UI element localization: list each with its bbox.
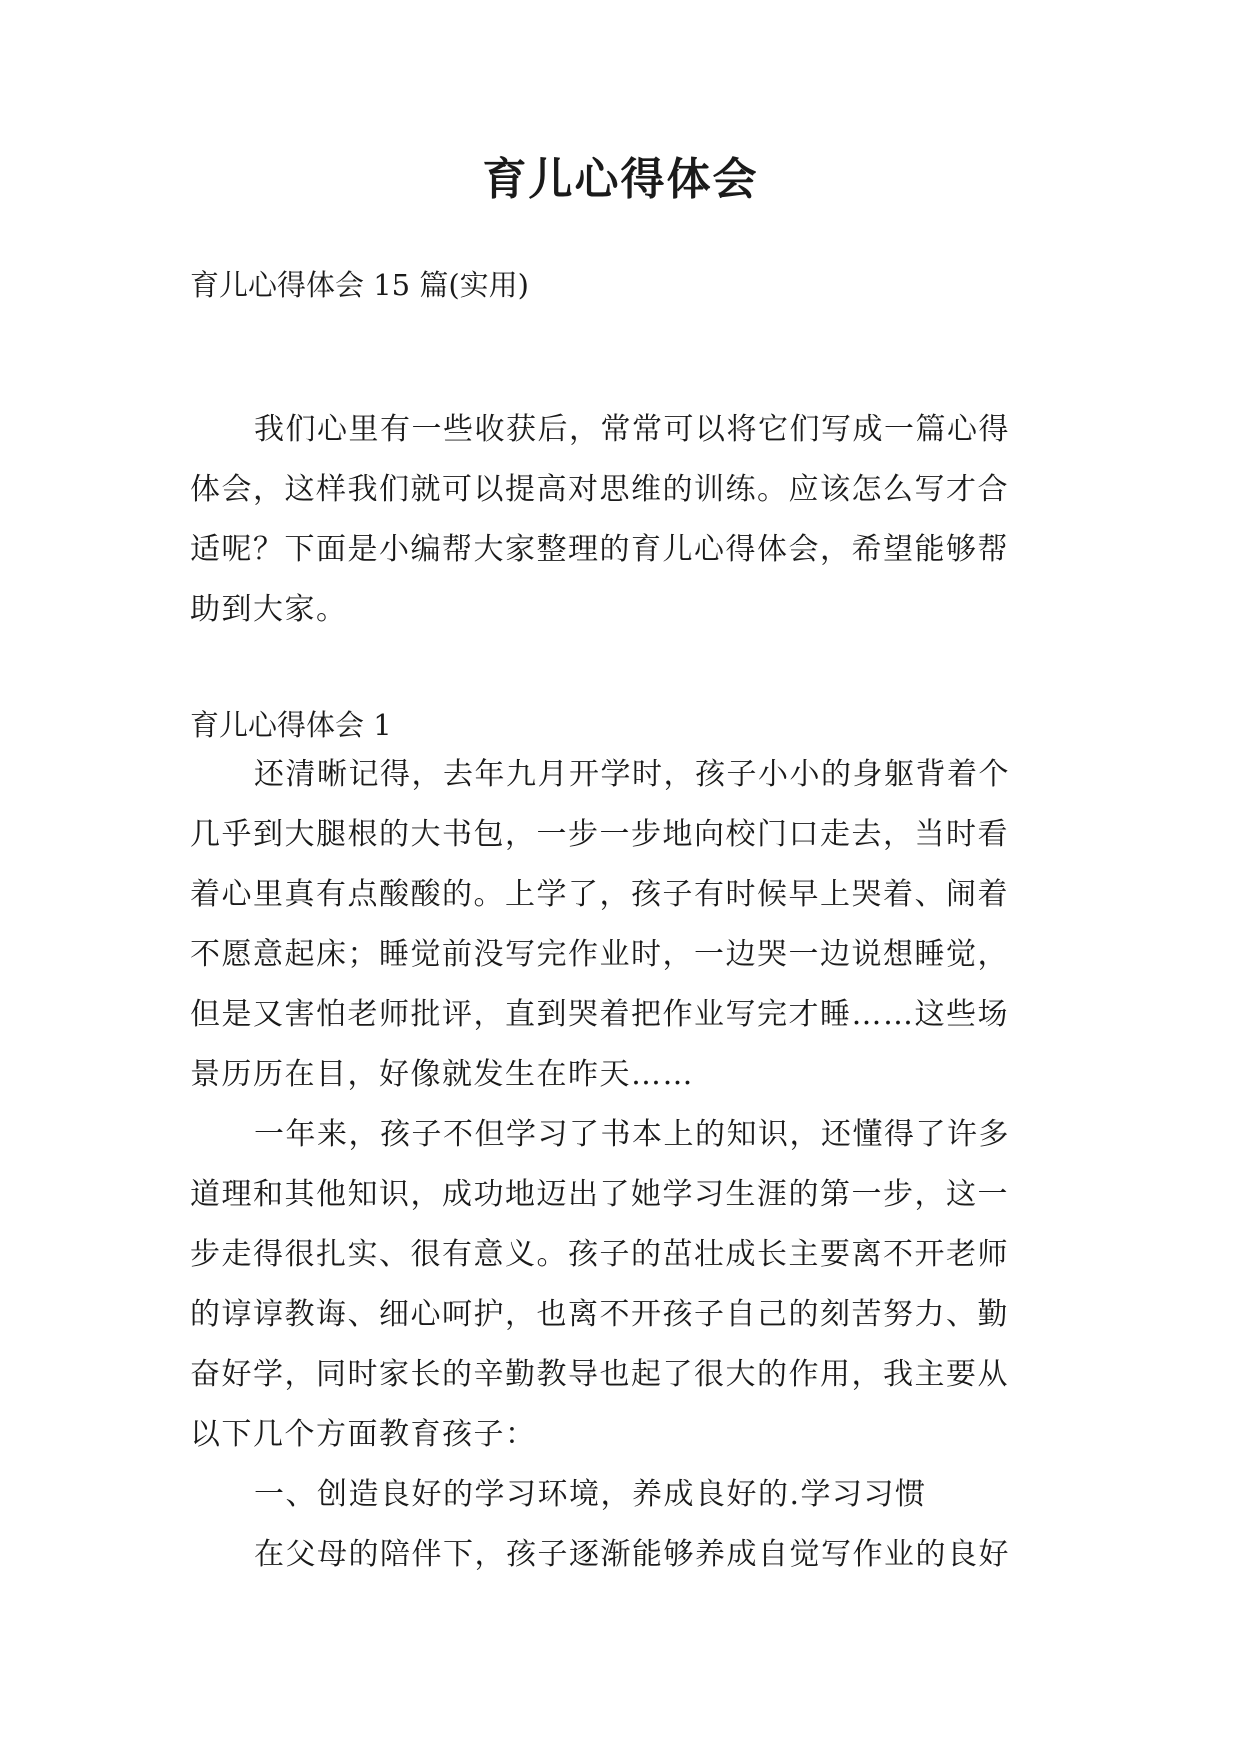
paragraph-line: 不愿意起床；睡觉前没写完作业时，一边哭一边说想睡觉，: [190, 937, 1009, 972]
document-title: 育儿心得体会: [482, 154, 759, 205]
paragraph-line: 景历历在目，好像就发生在昨天……: [190, 1057, 694, 1092]
paragraph-line: 道理和其他知识，成功地迈出了她学习生涯的第一步，这一: [190, 1177, 1009, 1212]
section-heading: 育儿心得体会 1: [190, 708, 392, 742]
paragraph-line: 但是又害怕老师批评，直到哭着把作业写完才睡……这些场: [190, 997, 1009, 1032]
paragraph-line: 步走得很扎实、很有意义。孩子的茁壮成长主要离不开老师: [190, 1237, 1009, 1272]
paragraph-line: 助到大家。: [190, 592, 348, 627]
section-body: [190, 745, 1050, 1585]
paragraph-line: 我们心里有一些收获后，常常可以将它们写成一篇心得: [254, 412, 1010, 447]
paragraph-line: 的谆谆教诲、细心呵护，也离不开孩子自己的刻苦努力、勤: [190, 1297, 1009, 1332]
paragraph-line: 一年来，孩子不但学习了书本上的知识，还懂得了许多: [254, 1117, 1010, 1152]
paragraph-line: 几乎到大腿根的大书包，一步一步地向校门口走去，当时看: [190, 817, 1009, 852]
paragraph-line: 着心里真有点酸酸的。上学了，孩子有时候早上哭着、闹着: [190, 877, 1009, 912]
intro-paragraph: [190, 400, 1050, 640]
document-subtitle: 育儿心得体会 15 篇(实用): [190, 268, 529, 302]
paragraph-line: 一、创造良好的学习环境，养成良好的.学习习惯: [254, 1477, 927, 1512]
paragraph-line: 以下几个方面教育孩子：: [190, 1417, 537, 1452]
paragraph-line: 适呢？下面是小编帮大家整理的育儿心得体会，希望能够帮: [190, 532, 1009, 567]
paragraph-line: 在父母的陪伴下，孩子逐渐能够养成自觉写作业的良好: [254, 1537, 1010, 1572]
paragraph-line: 奋好学，同时家长的辛勤教导也起了很大的作用，我主要从: [190, 1357, 1009, 1392]
paragraph-line: 还清晰记得，去年九月开学时，孩子小小的身躯背着个: [254, 757, 1010, 792]
paragraph-line: 体会，这样我们就可以提高对思维的训练。应该怎么写才合: [190, 472, 1009, 507]
